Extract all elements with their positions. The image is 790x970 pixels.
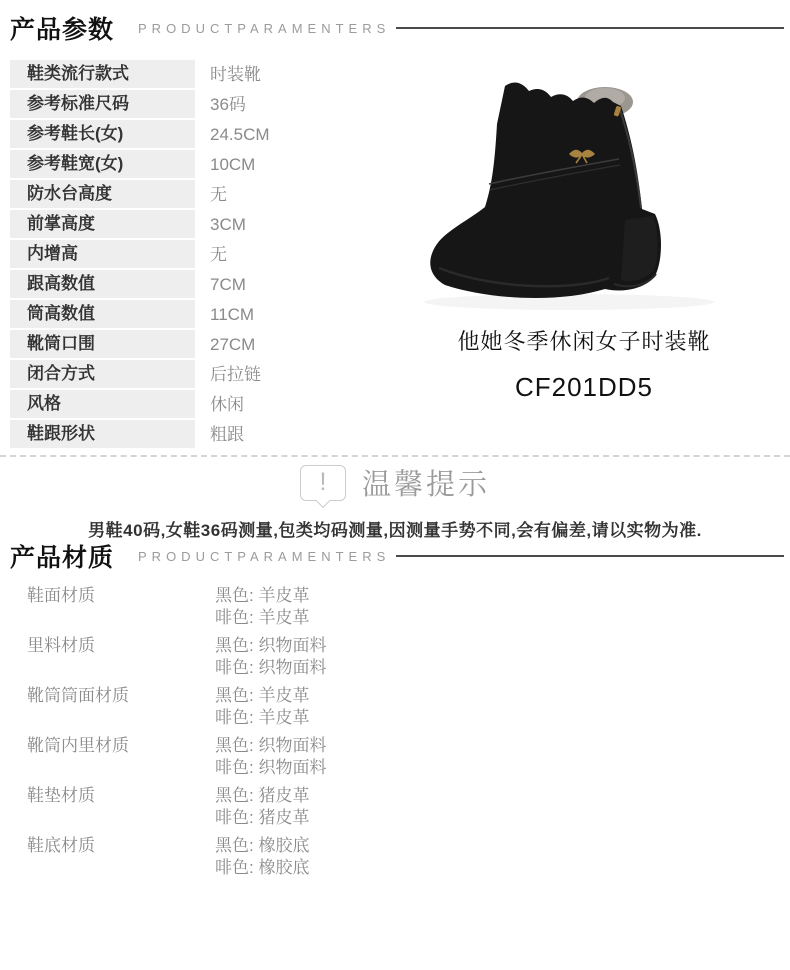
param-value: 24.5CM bbox=[210, 125, 270, 144]
product-figure bbox=[385, 62, 783, 403]
param-label: 参考鞋宽(女) bbox=[10, 150, 195, 178]
param-row bbox=[10, 270, 382, 298]
material-label: 靴筒筒面材质 bbox=[27, 686, 129, 705]
param-label: 内增高 bbox=[10, 240, 195, 268]
material-label: 鞋垫材质 bbox=[27, 786, 95, 805]
material-row bbox=[27, 635, 326, 679]
param-row bbox=[10, 90, 382, 118]
param-label: 靴筒口围 bbox=[10, 330, 195, 358]
param-value: 无 bbox=[210, 245, 227, 264]
materials-section-header bbox=[10, 538, 784, 574]
param-label: 鞋类流行款式 bbox=[10, 60, 195, 88]
product-image bbox=[409, 62, 759, 317]
material-value-brown: 啡色: 织物面料 bbox=[215, 658, 327, 677]
material-row bbox=[27, 585, 326, 629]
material-value-black: 黑色: 织物面料 bbox=[215, 736, 327, 755]
material-label: 鞋底材质 bbox=[27, 836, 95, 855]
tips-section bbox=[0, 462, 790, 541]
param-label: 风格 bbox=[10, 390, 195, 418]
material-value-black: 黑色: 猪皮革 bbox=[215, 786, 310, 805]
param-label: 闭合方式 bbox=[10, 360, 195, 388]
material-value-black: 黑色: 羊皮革 bbox=[215, 686, 310, 705]
material-values bbox=[215, 835, 309, 879]
material-values bbox=[215, 735, 326, 779]
material-row bbox=[27, 785, 326, 829]
tips-text: 男鞋40码,女鞋36码测量,包类均码测量,因测量手势不同,会有偏差,请以实物为准. bbox=[88, 521, 702, 540]
material-value-black: 黑色: 织物面料 bbox=[215, 636, 327, 655]
param-value: 后拉链 bbox=[210, 365, 261, 384]
param-row bbox=[10, 390, 382, 418]
param-row bbox=[10, 330, 382, 358]
materials-list bbox=[27, 585, 326, 885]
param-value: 36码 bbox=[210, 95, 246, 114]
material-value-brown: 啡色: 羊皮革 bbox=[215, 708, 310, 727]
header-rule-line bbox=[396, 27, 784, 29]
param-label: 前掌高度 bbox=[10, 210, 195, 238]
param-value: 11CM bbox=[210, 305, 255, 324]
material-label: 鞋面材质 bbox=[27, 586, 95, 605]
exclamation-icon: ! bbox=[300, 465, 346, 501]
param-value: 时装靴 bbox=[210, 65, 261, 84]
material-values bbox=[215, 635, 326, 679]
param-label: 防水台高度 bbox=[10, 180, 195, 208]
material-value-black: 黑色: 羊皮革 bbox=[215, 586, 310, 605]
materials-section-subtitle: PRODUCTPARAMENTERS bbox=[138, 548, 391, 564]
material-values bbox=[215, 785, 309, 829]
tips-title: 温馨提示 bbox=[361, 469, 490, 501]
material-row bbox=[27, 835, 326, 879]
params-section-title: 产品参数 bbox=[10, 16, 115, 44]
material-row bbox=[27, 685, 326, 729]
param-row bbox=[10, 240, 382, 268]
param-label: 参考标准尺码 bbox=[10, 90, 195, 118]
tips-header bbox=[0, 462, 790, 503]
material-value-brown: 啡色: 织物面料 bbox=[215, 758, 327, 777]
param-row bbox=[10, 210, 382, 238]
param-row bbox=[10, 420, 382, 448]
param-value: 无 bbox=[210, 185, 227, 204]
param-row bbox=[10, 60, 382, 88]
materials-section-title: 产品材质 bbox=[10, 544, 115, 572]
param-row bbox=[10, 300, 382, 328]
params-section-subtitle: PRODUCTPARAMENTERS bbox=[138, 20, 391, 36]
material-value-brown: 啡色: 羊皮革 bbox=[215, 608, 310, 627]
dashed-divider bbox=[0, 455, 790, 457]
param-label: 参考鞋长(女) bbox=[10, 120, 195, 148]
material-label: 里料材质 bbox=[27, 636, 95, 655]
material-values bbox=[215, 685, 309, 729]
header-rule-line bbox=[396, 555, 784, 557]
param-value: 粗跟 bbox=[210, 425, 244, 444]
material-value-brown: 啡色: 橡胶底 bbox=[215, 858, 310, 877]
params-table bbox=[10, 60, 382, 450]
material-label: 靴筒内里材质 bbox=[27, 736, 129, 755]
params-section-header bbox=[10, 10, 784, 46]
material-values bbox=[215, 585, 309, 629]
material-row bbox=[27, 735, 326, 779]
material-value-brown: 啡色: 猪皮革 bbox=[215, 808, 310, 827]
param-row bbox=[10, 150, 382, 178]
param-label: 鞋跟形状 bbox=[10, 420, 195, 448]
material-value-black: 黑色: 橡胶底 bbox=[215, 836, 310, 855]
param-row bbox=[10, 180, 382, 208]
param-value: 27CM bbox=[210, 335, 256, 354]
param-row bbox=[10, 360, 382, 388]
product-code: CF201DD5 bbox=[514, 372, 654, 402]
product-name: 他她冬季休闲女子时装靴 bbox=[457, 329, 711, 354]
param-label: 跟高数值 bbox=[10, 270, 195, 298]
param-row bbox=[10, 120, 382, 148]
param-value: 7CM bbox=[210, 275, 246, 294]
param-value: 休闲 bbox=[210, 395, 244, 414]
param-value: 3CM bbox=[210, 215, 246, 234]
param-value: 10CM bbox=[210, 155, 256, 174]
param-label: 筒高数值 bbox=[10, 300, 195, 328]
